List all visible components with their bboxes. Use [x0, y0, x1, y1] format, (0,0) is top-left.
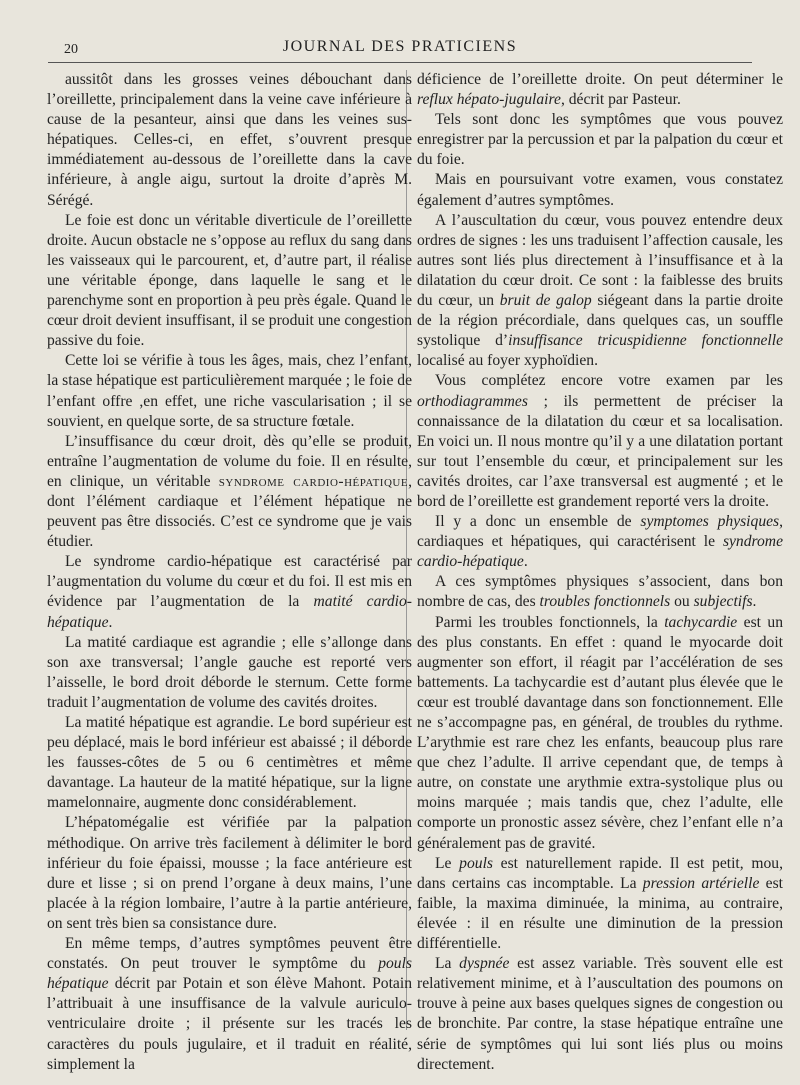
- paragraph-text: Le foie est donc un véritable diverticule de l’oreillette droite. Aucun obstacle ne s’oppose au reflux du sang dans les vaisseaux qui le parcourent, et, d’autre part, il réalise une véritable éponge, dans laquelle le sang et le parenchyme sont en proportion à peu près égale. Quand le cœur droit devient insuffisant, il se produit une congestion passive du foie.: [47, 211, 412, 350]
- italic-term: tachycardie: [664, 613, 738, 631]
- left-column: [47, 70, 412, 1075]
- paragraph-text: Tels sont donc les symptômes que vous pouvez enregistrer par la percussion et par la palpation du cœur et du foie.: [417, 111, 783, 169]
- page-number: 20: [64, 42, 78, 57]
- italic-term: pression artérielle: [642, 874, 760, 892]
- paragraph-text: La: [435, 955, 460, 973]
- paragraph: [417, 110, 783, 170]
- paragraph-text: siégeant dans la partie droite de la région précordiale, dans quelques cas, un souffle systolique d’: [417, 292, 783, 350]
- italic-term: syndrome cardio-hépatique: [417, 533, 783, 571]
- paragraph: [47, 432, 412, 553]
- paragraph: [47, 70, 412, 211]
- italic-term: symptomes physiques: [640, 513, 780, 531]
- paragraph: [417, 170, 783, 210]
- paragraph-text: La matité cardiaque est agrandie ; elle s’allonge dans son axe transversal; l’angle gauche est reporté vers l’aisselle, le bord droit déborde le sternum. Cette forme traduit l’augmentation de volume des cavités droites.: [47, 633, 412, 711]
- paragraph-text: Il y a donc un ensemble de: [435, 513, 641, 531]
- paragraph: [417, 211, 783, 372]
- paragraph: [47, 813, 412, 934]
- paragraph-text: est assez variable. Très souvent elle est relativement minime, et à l’auscultation des poumons on trouve à peine aux bases quelques signes de congestion ou de bronchite. Par contre, la stase hépatique entraîne une série de symptômes qui lui sont liés plus ou moins directement.: [417, 955, 783, 1073]
- paragraph: [47, 552, 412, 632]
- paragraph-text: , décrit par Pasteur.: [560, 91, 681, 109]
- right-column: [417, 70, 783, 1075]
- paragraph-text: Le: [435, 854, 460, 872]
- italic-term: insuffisance tricuspidienne fonctionnelle: [508, 332, 784, 350]
- paragraph-text: aussitôt dans les grosses veines débouchant dans l’oreillette, principalement dans la veine cave inférieure à cause de la pesanteur, ainsi que dans les veines sus-hépatiques. Celles-ci, en effet, s’ouvrent presque immédiatement au-dessous de l’oreillette dans la cave inférieure, à angle aigu, surtout la droite d’après M. Sérégé.: [47, 71, 412, 209]
- paragraph: [417, 70, 783, 110]
- paragraph-text: La matité hépatique est agrandie. Le bord supérieur est peu déplacé, mais le bord inférieur est abaissé ; il déborde les fausses-côtes de 5 ou 6 centimètres et même davantage. La hauteur de la matité hépatique, sur la ligne mamelonnaire, augmente donc considérablement.: [47, 714, 412, 812]
- journal-title: JOURNAL DES PRATICIENS: [282, 38, 518, 55]
- paragraph: [417, 954, 783, 1075]
- paragraph: [417, 512, 783, 572]
- paragraph: [417, 371, 783, 512]
- paragraph-text: est faible, la maxima diminuée, la minima, au contraire, élevée : il en résulte une diminution de la pression différentielle.: [417, 874, 783, 953]
- paragraph-text: Vous complétez encore votre examen par les: [435, 372, 783, 390]
- italic-term: bruit de galop: [499, 292, 592, 310]
- paragraph-text: Cette loi se vérifie à tous les âges, mais, chez l’enfant, la stase hépatique est particulièrement marquée ; le foie de l’enfant offre ,en effet, une riche vascularisation ; il se souvient, en quelque sorte, de sa structure fœtale.: [47, 352, 412, 430]
- italic-term: reflux hépato-jugulaire: [417, 91, 561, 109]
- paragraph-text: Le syndrome cardio-hépatique est caractérisé par l’augmentation du volume du cœur et du foi. Il est mis en évidence par l’augmentation de la: [47, 553, 412, 611]
- italic-term: orthodiagrammes: [417, 392, 528, 410]
- italic-term: pouls: [459, 854, 493, 872]
- paragraph-text: L’insuffisance du cœur droit, dès qu’elle se produit, entraîne l’augmentation de volume du foie. Il en résulte, en clinique, un véritable: [47, 432, 412, 490]
- paragraph-text: est naturellement rapide. Il est petit, mou, dans certains cas incomptable. La: [417, 854, 783, 892]
- paragraph-text: .: [108, 613, 113, 631]
- italic-term: subjectifs: [693, 593, 753, 611]
- paragraph: [47, 351, 412, 431]
- italic-term: matité cardio-hépatique: [47, 593, 413, 631]
- paragraph-text: est un des plus constants. En effet : quand le myocarde doit augmenter son effort, il réagit par l’accélération de ses battements. La tachycardie est d’autant plus élevée que le cœur est troublé davantage dans son fonctionnement. Elle ne s’accompagne pas, en général, de troubles du rythme. L’arythmie est rare chez les enfants, beaucoup plus rare que chez l’adulte. Il arrive cependant que, de temps à autre, on constate une arythmie extra-systolique plus ou moins marquée ; mais tandis que, chez l’adulte, elle comporte un pronostic assez sévère, chez l’enfant elle n’a généralement pas de gravité.: [417, 613, 783, 852]
- italic-term: dyspnée: [459, 955, 510, 973]
- paragraph-text: ; ils permettent de préciser la connaissance de la dilatation du cœur et sa localisation. En voici un. Il nous montre qu’il y a une dilatation portant sur tout l’ensemble du cœur, et principalement sur les cavités droites, car l’axe transversal est augmenté ; et le bord de l’oreillette est grandement reporté vers la droite.: [417, 392, 783, 510]
- paragraph: [417, 613, 783, 854]
- paragraph-text: ou: [670, 593, 694, 611]
- paragraph-text: A ces symptômes physiques s’associent, dans bon nombre de cas, des: [417, 573, 783, 611]
- paragraph-text: En même temps, d’autres symptômes peuvent être constatés. On peut trouver le symptôme du: [47, 935, 412, 973]
- paragraph: [47, 713, 412, 813]
- paragraph-text: localisé au foyer xyphoïdien.: [417, 352, 599, 370]
- paragraph-text: Parmi les troubles fonctionnels, la: [435, 613, 665, 631]
- small-caps-term: syndrome cardio-hépatique: [218, 472, 409, 490]
- paragraph: [47, 934, 412, 1075]
- paragraph: [417, 854, 783, 954]
- paragraph-text: Mais en poursuivant votre examen, vous constatez également d’autres symptômes.: [417, 171, 783, 209]
- paragraph-text: décrit par Potain et son élève Mahont. Potain l’attribuait à une insuffisance de la valvule auriculo-ventriculaire droite ; il présente sur les tracés les caractères du pouls jugulaire, et il traduit en réalité, simplement la: [47, 975, 412, 1073]
- italic-term: troubles fonctionnels: [539, 593, 671, 611]
- paragraph-text: A l’auscultation du cœur, vous pouvez entendre deux ordres de signes : les uns traduisent l’affection causale, les autres sont liés plus directement à l’insuffisance et à la dilatation du cœur droit. Ce sont : la faiblesse des bruits du cœur, un: [417, 211, 783, 310]
- italic-term: pouls hépatique: [47, 955, 412, 993]
- paragraph: [47, 633, 412, 713]
- paragraph-text: L’hépatomégalie est vérifiée par la palpation méthodique. On arrive très facilement à délimiter le bord inférieur du foie épaissi, mousse ; la face antérieure est dure et lisse ; si on prend l’organe à deux mains, l’une placée à la région lombaire, l’autre à la partie antérieure, on sent très bien sa consistance dure.: [47, 814, 412, 932]
- paragraph-text: .: [752, 593, 757, 611]
- paragraph-text: .: [523, 553, 528, 571]
- paragraph: [47, 211, 412, 352]
- paragraph: [417, 572, 783, 612]
- paragraph-text: déficience de l’oreillette droite. On peut déterminer le: [417, 71, 783, 88]
- paragraph-text: , dont l’élément cardiaque et l’élément hépatique ne peuvent pas être dissociés. C’est ce syndrome que je vais étudier.: [47, 472, 412, 551]
- paragraph-text: , cardiaques et hépatiques, qui caractérisent le: [417, 513, 784, 551]
- page-header: [48, 32, 752, 63]
